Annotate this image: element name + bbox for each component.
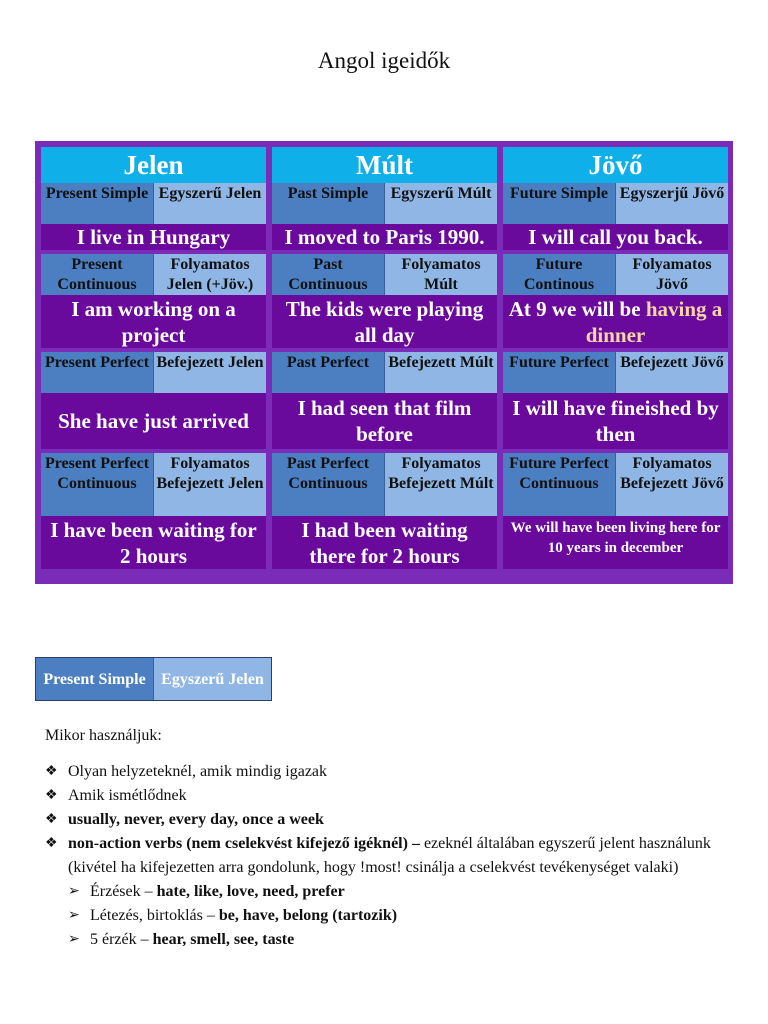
tense-name-en: Present Simple <box>41 183 153 224</box>
tense-name-hu: Befejezett Jelen <box>153 352 266 393</box>
tense-example: I am working on a project <box>41 295 266 348</box>
tense-name-en: Present Perfect <box>41 352 153 393</box>
tense-row <box>272 453 497 569</box>
diamond-bullet-icon: ❖ <box>45 836 58 851</box>
tense-example: I will call you back. <box>503 224 728 250</box>
tense-name-hu: Folyamatos Jövő <box>615 254 728 295</box>
tense-name-en: Future Simple <box>503 183 615 224</box>
tense-name-en: Present Simple <box>36 658 153 700</box>
diamond-bullet-icon: ❖ <box>45 812 58 827</box>
tense-name-hu: Befejezett Jövő <box>615 352 728 393</box>
tense-name-hu: Folyamatos Befejezett Jelen <box>153 453 266 516</box>
column-header-mult: Múlt <box>272 147 497 183</box>
list-item-text: Amik ismétlődnek <box>68 787 187 804</box>
sub-list-item <box>68 928 715 952</box>
tense-name-en: Present Continuous <box>41 254 153 295</box>
tense-name-hu: Egyszerű Jelen <box>153 658 271 700</box>
tense-name-hu: Egyszerű Jelen <box>153 183 266 224</box>
list-item-text: ezeknél általában egyszerű jelent használunk (kivétel ha kifejezetten arra gondolunk, hogy !most! csinálja a cselekvést tevékenységet valaki) <box>68 835 711 876</box>
sub-item-bold: be, have, belong (tartozik) <box>218 907 398 924</box>
tense-row <box>41 254 266 348</box>
tense-row <box>41 352 266 449</box>
tense-name-en: Present Perfect Continuous <box>41 453 153 516</box>
sub-list-item <box>68 904 715 928</box>
tense-name-en: Future Perfect <box>503 352 615 393</box>
tense-example: I have been waiting for 2 hours <box>41 516 266 569</box>
tense-name-en: Past Perfect <box>272 352 384 393</box>
tense-row <box>503 453 728 569</box>
tense-name-hu: Folyamatos Befejezett Jövő <box>615 453 728 516</box>
sub-item-label: 5 érzék – <box>90 931 153 948</box>
tense-example: I moved to Paris 1990. <box>272 224 497 250</box>
sub-item-bold: hear, smell, see, taste <box>152 931 295 948</box>
tense-example: She have just arrived <box>41 393 266 449</box>
list-item <box>45 784 715 808</box>
column-jovo <box>503 183 728 589</box>
tense-name-en: Past Perfect Continuous <box>272 453 384 516</box>
tense-row <box>272 254 497 348</box>
tense-row <box>272 352 497 449</box>
column-mult <box>272 183 497 589</box>
list-item-bold: non-action verbs (nem cselekvést kifejező igéknél) – <box>68 835 420 852</box>
usage-heading: Mikor használjuk: <box>45 727 162 744</box>
tense-name-en: Past Simple <box>272 183 384 224</box>
sub-item-label: Érzések – <box>90 883 157 900</box>
tense-name-en: Past Continuous <box>272 254 384 295</box>
tense-row <box>41 453 266 569</box>
tense-table <box>35 141 733 584</box>
arrow-bullet-icon: ➢ <box>68 884 80 899</box>
tense-name-hu: Befejezett Múlt <box>384 352 497 393</box>
diamond-bullet-icon: ❖ <box>45 788 58 803</box>
sub-list <box>68 880 715 952</box>
tense-name-hu: Egyszerjű Jövő <box>615 183 728 224</box>
tense-name-hu: Egyszerű Múlt <box>384 183 497 224</box>
tense-name-hu: Folyamatos Múlt <box>384 254 497 295</box>
sub-item-bold: hate, like, love, need, prefer <box>156 883 345 900</box>
tense-example: We will have been living here for 10 years in december <box>503 516 728 569</box>
column-jelen <box>41 183 266 589</box>
example-highlight: having a dinner <box>585 296 723 347</box>
tense-row <box>41 183 266 250</box>
list-item <box>45 808 715 832</box>
list-item <box>45 760 715 784</box>
tense-name-hu: Folyamatos Jelen (+Jöv.) <box>153 254 266 295</box>
tense-example: I had been waiting there for 2 hours <box>272 516 497 569</box>
list-item-text: usually, never, every day, once a week <box>68 811 324 828</box>
list-item-text: Olyan helyzeteknél, amik mindig igazak <box>68 763 328 780</box>
page-title: Angol igeidők <box>317 48 451 73</box>
tense-row <box>503 183 728 250</box>
list-item <box>45 832 715 952</box>
tense-row <box>272 183 497 250</box>
column-header-jelen: Jelen <box>41 147 266 183</box>
diamond-bullet-icon: ❖ <box>45 764 58 779</box>
example-text: At 9 we will be <box>508 296 646 321</box>
tense-example: The kids were playing all day <box>272 295 497 348</box>
sub-list-item <box>68 880 715 904</box>
tense-example: I will have fineished by then <box>503 393 728 449</box>
tense-name-hu: Folyamatos Befejezett Múlt <box>384 453 497 516</box>
arrow-bullet-icon: ➢ <box>68 908 80 923</box>
tense-name-en: Future Perfect Continuous <box>503 453 615 516</box>
tense-example: I had seen that film before <box>272 393 497 449</box>
tense-row <box>503 352 728 449</box>
arrow-bullet-icon: ➢ <box>68 932 80 947</box>
tense-example <box>503 295 728 348</box>
usage-list <box>45 760 715 952</box>
sub-item-label: Létezés, birtoklás – <box>90 907 219 924</box>
tense-row <box>503 254 728 348</box>
column-header-jovo: Jövő <box>503 147 728 183</box>
tense-name-en: Future Continous <box>503 254 615 295</box>
tense-example: I live in Hungary <box>41 224 266 250</box>
present-simple-label <box>35 657 272 701</box>
